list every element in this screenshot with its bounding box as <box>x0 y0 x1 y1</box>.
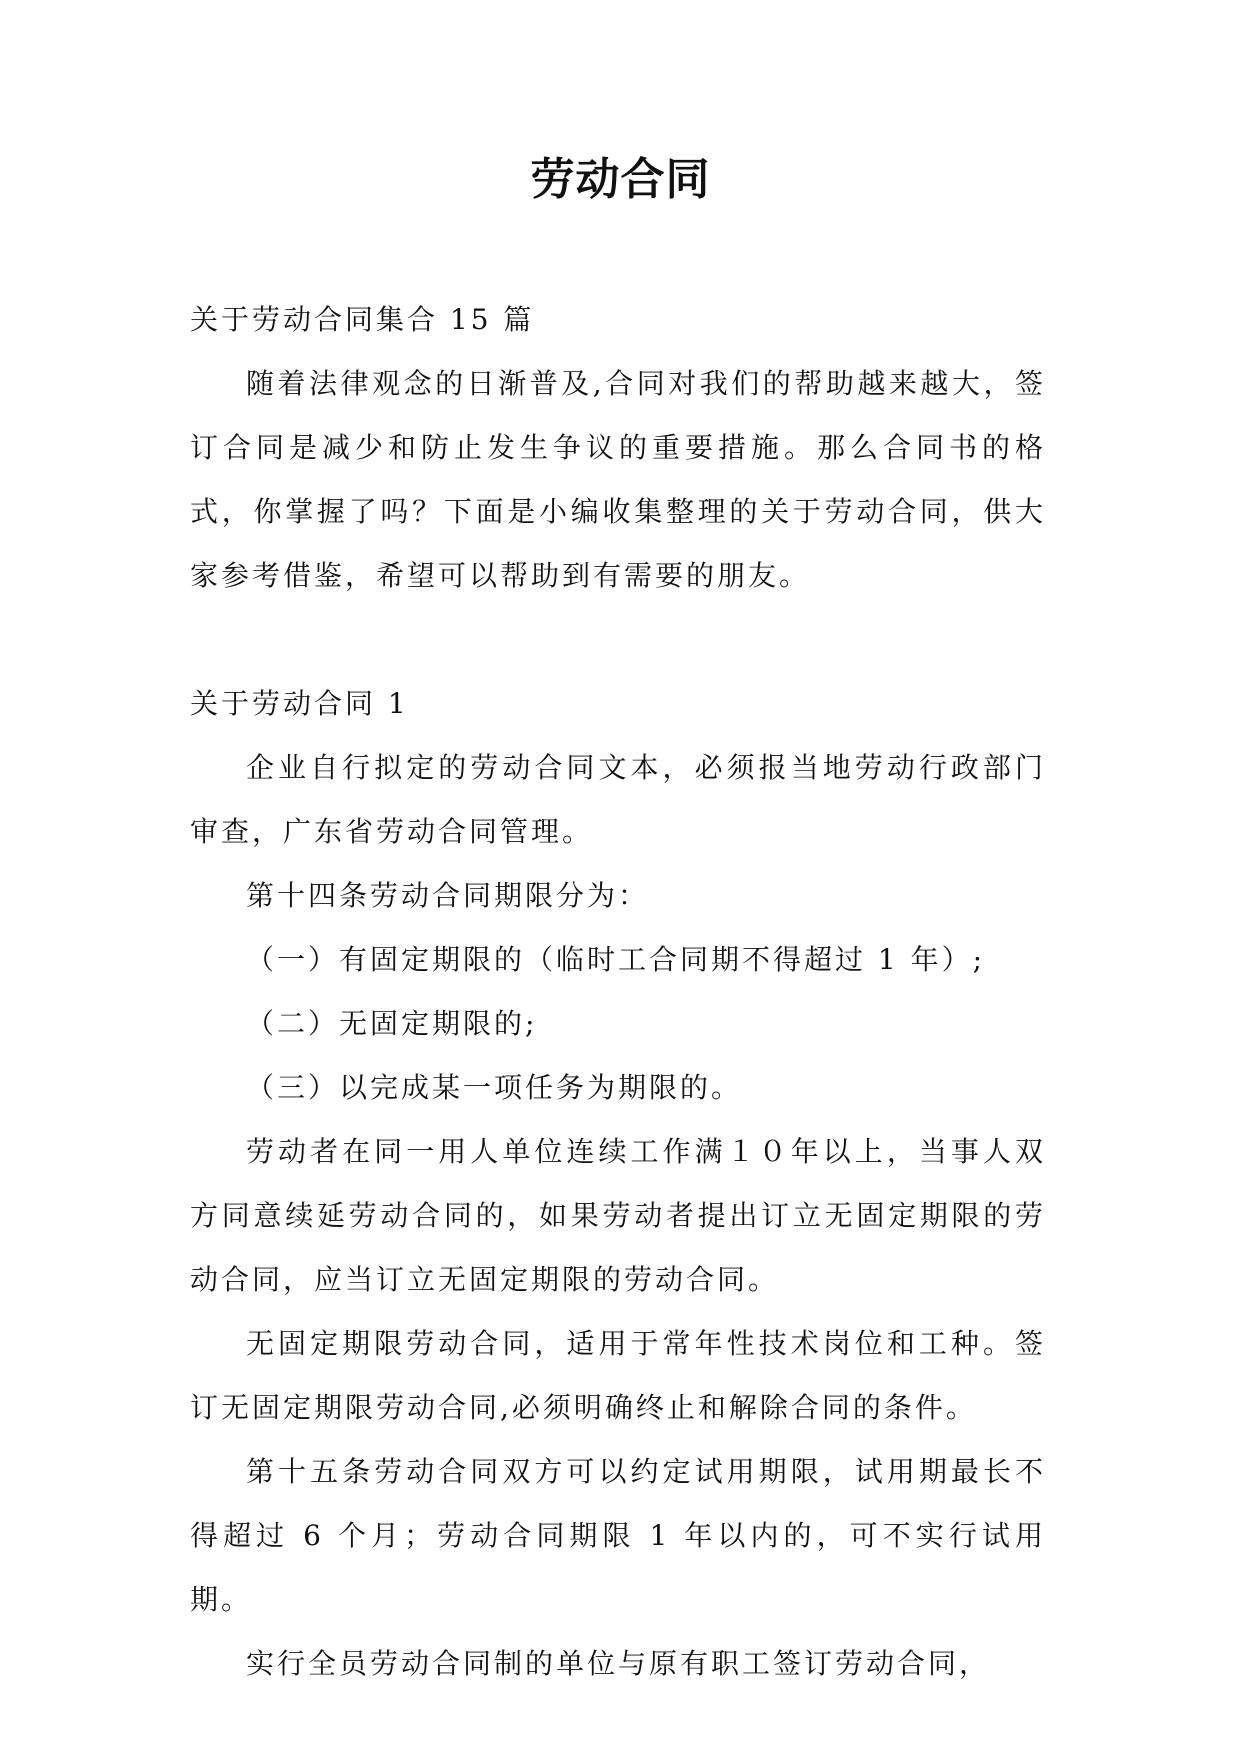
document-body <box>190 288 1046 1696</box>
body-paragraph: 无固定期限劳动合同，适用于常年性技术岗位和工种。签订无固定期限劳动合同,必须明确终止和解除合同的条件。 <box>190 1327 1046 1424</box>
body-paragraph: 劳动者在同一用人单位连续工作满１０年以上，当事人双方同意续延劳动合同的，如果劳动者提出订立无固定期限的劳动合同，应当订立无固定期限的劳动合同。 <box>190 1135 1046 1296</box>
body-paragraph: 第十五条劳动合同双方可以约定试用期限，试用期最长不得超过 6 个月；劳动合同期限 1 年以内的，可不实行试用期。 <box>190 1455 1046 1616</box>
body-paragraph: 企业自行拟定的劳动合同文本，必须报当地劳动行政部门审查，广东省劳动合同管理。 <box>190 751 1046 848</box>
document-title: 劳动合同 <box>530 154 711 205</box>
list-item: （三）以完成某一项任务为期限的。 <box>246 1071 743 1104</box>
body-paragraph: 实行全员劳动合同制的单位与原有职工签订劳动合同， <box>246 1647 991 1680</box>
section-spacer <box>190 608 1046 672</box>
collection-heading: 关于劳动合同集合 15 篇 <box>190 303 535 336</box>
body-paragraph: 第十四条劳动合同期限分为： <box>246 879 650 912</box>
list-item: （一）有固定期限的（临时工合同期不得超过 1 年）; <box>246 943 986 976</box>
intro-paragraph: 随着法律观念的日渐普及,合同对我们的帮助越来越大，签订合同是减少和防止发生争议的重要措施。那么合同书的格式，你掌握了吗？下面是小编收集整理的关于劳动合同，供大家参考借鉴，希望可以帮助到有需要的朋友。 <box>190 367 1046 592</box>
section-heading: 关于劳动合同 1 <box>190 687 409 720</box>
list-item: （二）无固定期限的; <box>246 1007 538 1040</box>
